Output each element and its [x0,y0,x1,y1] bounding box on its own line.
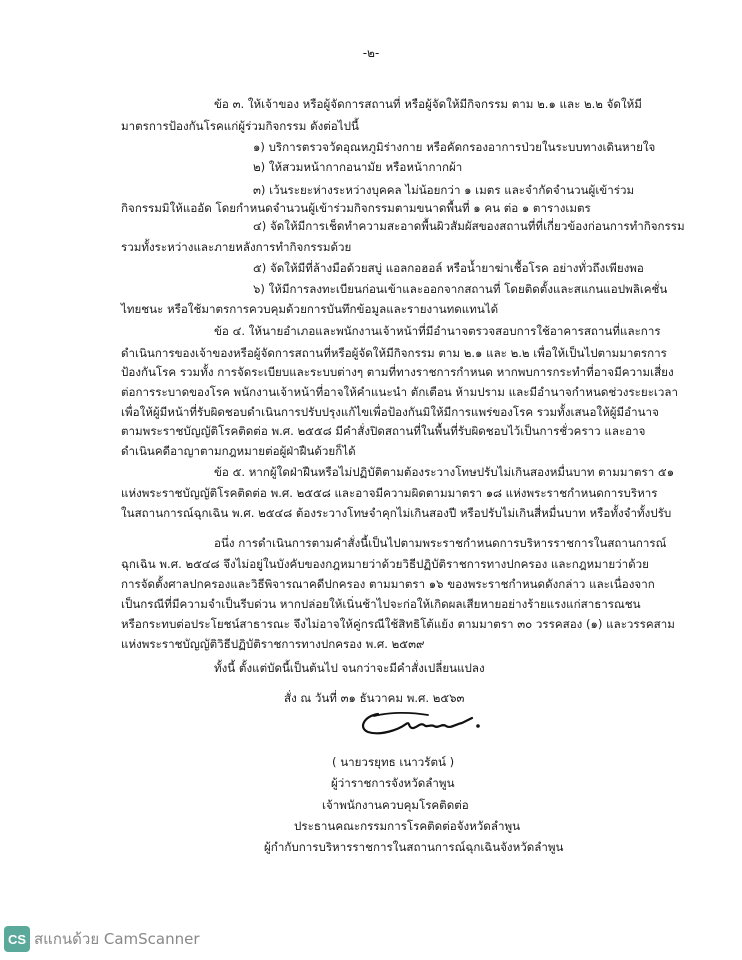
clause-5-line-2: แห่งพระราชบัญญัติโรคติดต่อ พ.ศ. ๒๕๕๘ และอาจมีความผิดตามมาตรา ๑๘ แห่งพระราชกำหนดการบริหาร [121,486,658,500]
clause-4-line-6: ตามพระราชบัญญัติโรคติดต่อ พ.ศ. ๒๕๕๘ มีคำสั่งปิดสถานที่ในพื้นที่รับผิดชอบไว้เป็นการชั่วคราว และอาจ [121,424,646,438]
clause-4-line-4: ต่อการระบาดของโรค พนักงานเจ้าหน้าที่อาจให้คำแนะนำ ตักเตือน ห้ามปราม และมีอำนาจกำหนดช่วงระยะเวลา [121,385,679,399]
clause-3-item-4: ๔) จัดให้มีการเช็ดทำความสะอาดพื้นผิวสัมผัสของสถานที่ที่เกี่ยวข้องก่อนการทำกิจกรรม [253,219,685,233]
clause-3-item-3: ๓) เว้นระยะห่างระหว่างบุคคล ไม่น้อยกว่า ๑ เมตร และจำกัดจำนวนผู้เข้าร่วม [253,183,635,197]
clause-4-line-2: ดำเนินการของเจ้าของหรือผู้จัดการสถานที่หรือผู้จัดให้มีกิจกรรม ตาม ๒.๑ และ ๒.๒ เพื่อให้เป็นไปตามมาตรการ [121,346,667,360]
signatory-title-3: ประธานคณะกรรมการโรคติดต่อจังหวัดลำพูน [294,819,521,833]
signatory-name: ( นายวรยุทธ เนาวรัตน์ ) [332,755,455,769]
camscanner-logo-icon: CS [4,926,30,952]
page-number: -๒- [362,46,380,60]
note-line-6: แห่งพระราชบัญญัติวิธีปฏิบัติราชการทางปกครอง พ.ศ. ๒๕๓๙ [121,637,425,651]
note-line-5: หรือกระทบต่อประโยชน์สาธารณะ จึงไม่อาจให้คู่กรณีใช้สิทธิโต้แย้ง ตามมาตรา ๓๐ วรรคสอง (๑) และวรรคสาม [121,617,675,631]
note-line-1: อนึ่ง การดำเนินการตามคำสั่งนี้เป็นไปตามพระราชกำหนดการบริหารราชการในสถานการณ์ [214,536,667,550]
clause-3-item-4-cont: รวมทั้งระหว่างและภายหลังการทำกิจกรรมด้วย [121,240,352,254]
clause-3-item-6: ๖) ให้มีการลงทะเบียนก่อนเข้าและออกจากสถานที่ โดยติดตั้งและสแกนแอปพลิเคชั่น [253,282,668,296]
clause-4-line-3: ป้องกันโรค รวมทั้ง การจัดระเบียบและระบบต่างๆ ตามที่ทางราชการกำหนด หากพบการกระทำที่อาจมีความเสี่ยง [121,365,674,379]
signatory-title-2: เจ้าพนักงานควบคุมโรคติดต่อ [322,798,469,812]
signatory-title-4: ผู้กำกับการบริหารราชการในสถานการณ์ฉุกเฉินจังหวัดลำพูน [264,840,564,854]
clause-3-item-6-cont: ไทยชนะ หรือใช้มาตรการควบคุมด้วยการบันทึกข้อมูลและรายงานทดแทนได้ [121,302,499,316]
camscanner-footer [0,924,260,954]
clause-3-item-1: ๑) บริการตรวจวัดอุณหภูมิร่างกาย หรือคัดกรองอาการป่วยในระบบทางเดินหายใจ [253,140,656,154]
clause-3-item-3-cont: กิจกรรมมิให้แออัด โดยกำหนดจำนวนผู้เข้าร่วมกิจกรรมตามขนาดพื้นที่ ๑ คน ต่อ ๑ ตารางเมตร [121,201,591,215]
clause-3-item-5: ๕) จัดให้มีที่ล้างมือด้วยสบู่ แอลกอฮอล์ หรือน้ำยาฆ่าเชื้อโรค อย่างทั่วถึงเพียงพอ [253,261,644,275]
camscanner-text: สแกนด้วย CamScanner [34,930,200,948]
closing-line: ทั้งนี้ ตั้งแต่บัดนี้เป็นต้นไป จนกว่าจะมีคำสั่งเปลี่ยนแปลง [214,661,485,675]
note-line-2: ฉุกเฉิน พ.ศ. ๒๕๔๘ จึงไม่อยู่ในบังคับของกฎหมายว่าด้วยวิธีปฏิบัติราชการทางปกครอง และกฎหมายว่าด้วย [121,557,649,571]
clause-3-line-1: ข้อ ๓. ให้เจ้าของ หรือผู้จัดการสถานที่ หรือผู้จัดให้มีกิจกรรม ตาม ๒.๑ และ ๒.๒ จัดให้มี [214,97,642,111]
clause-5-line-1: ข้อ ๕. หากผู้ใดฝ่าฝืนหรือไม่ปฏิบัติตามต้องระวางโทษปรับไม่เกินสองหมื่นบาท ตามมาตรา ๕๑ [214,465,675,479]
clause-4-line-7: ดำเนินคดีอาญาตามกฎหมายต่อผู้ฝ่าฝืนด้วยก็ได้ [121,444,356,458]
signature-image [350,700,500,740]
clause-4-line-5: เพื่อให้ผู้มีหน้าที่รับผิดชอบดำเนินการปรับปรุงแก้ไขเพื่อป้องกันมิให้มีการแพร่ของโรค รวมทั้งเสนอให้ผู้มีอำนาจ [121,405,659,419]
clause-5-line-3: ในสถานการณ์ฉุกเฉิน พ.ศ. ๒๕๔๘ ต้องระวางโทษจำคุกไม่เกินสองปี หรือปรับไม่เกินสี่หมื่นบาท หรือทั้งจำทั้งปรับ [121,506,672,520]
date-line: สั่ง ณ วันที่ ๓๑ ธันวาคม พ.ศ. ๒๕๖๓ [284,691,465,705]
clause-3-line-2: มาตรการป้องกันโรคแก่ผู้ร่วมกิจกรรม ดังต่อไปนี้ [121,119,359,133]
clause-3-item-2: ๒) ให้สวมหน้ากากอนามัย หรือหน้ากากผ้า [253,160,463,174]
note-line-4: เป็นกรณีที่มีความจำเป็นรีบด่วน หากปล่อยให้เนิ่นช้าไปจะก่อให้เกิดผลเสียหายอย่างร้ายแรงแก่สาธารณชน [121,597,641,611]
note-line-3: การจัดตั้งศาลปกครองและวิธีพิจารณาคดีปกครอง ตามมาตรา ๑๖ ของพระราชกำหนดดังกล่าว และเนื่องจาก [121,577,655,591]
signatory-title-1: ผู้ว่าราชการจังหวัดลำพูน [331,776,455,790]
clause-4-line-1: ข้อ ๔. ให้นายอำเภอและพนักงานเจ้าหน้าที่มีอำนาจตรวจสอบการใช้อาคารสถานที่และการ [214,324,661,338]
